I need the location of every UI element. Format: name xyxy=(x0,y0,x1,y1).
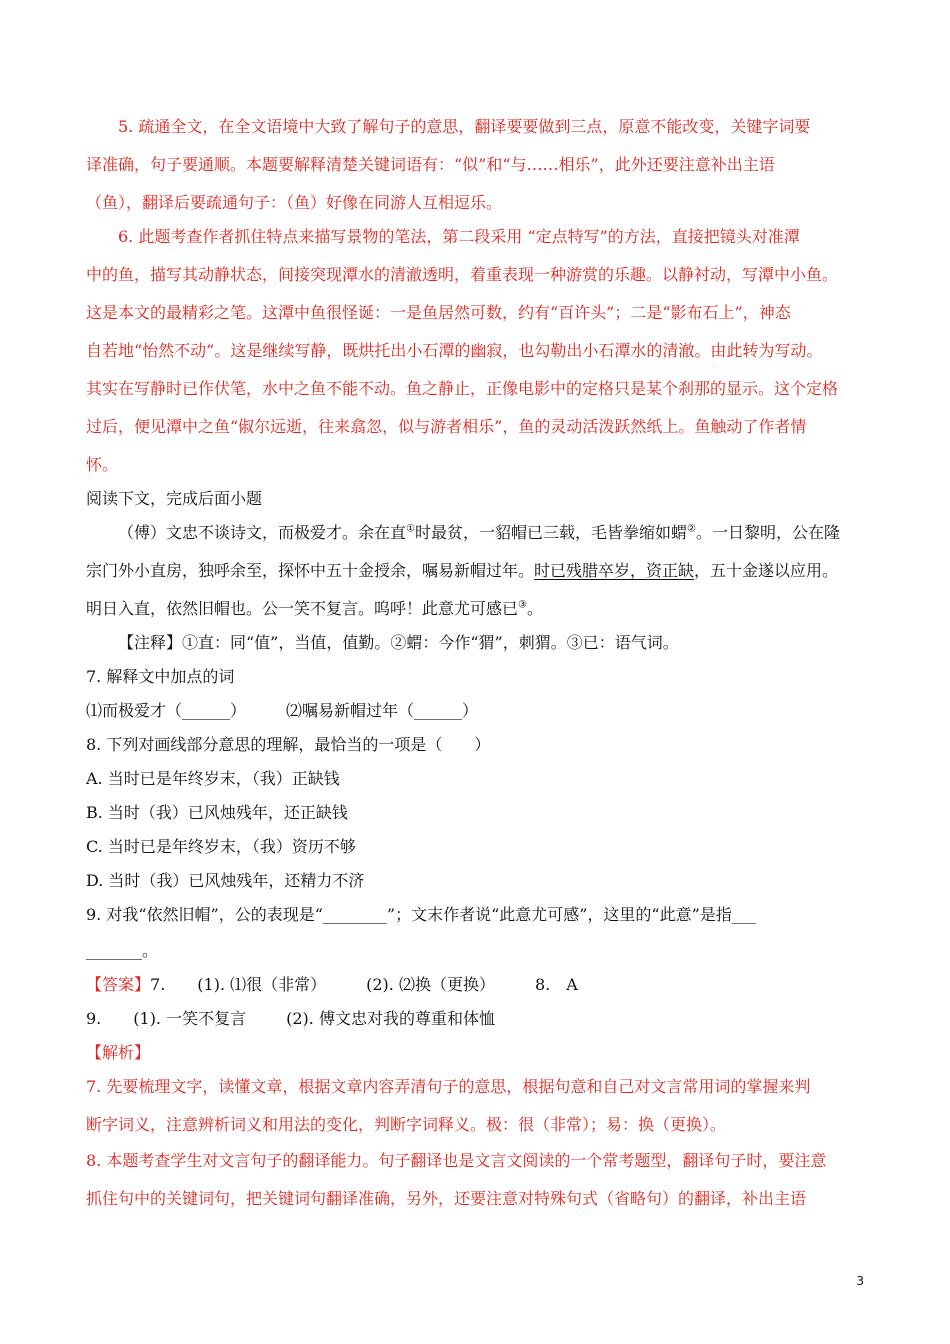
explanation-q5 xyxy=(86,108,866,222)
explanation-q6 xyxy=(86,218,866,484)
answer-text: 7. (1). ⑴很（非常） xyxy=(150,975,327,994)
explanation-q5-line: （鱼），翻译后要疏通句子：（鱼）好像在同游人互相逗乐。 xyxy=(86,193,503,212)
question-9-line: _______。 xyxy=(86,941,159,960)
passage-text: 。一日黎明，公在隆 xyxy=(695,523,840,542)
passage-line-2 xyxy=(86,552,866,590)
passage-text: 。 xyxy=(526,599,543,618)
analysis-line: 8. 本题考查学生对文言句子的翻译能力。句子翻译也是文言文阅读的一个常考题型，翻译句子时，要注意 xyxy=(86,1151,827,1170)
passage-text: （傅）文忠不谈诗文，而极爱才。余在直 xyxy=(118,523,407,542)
explanation-q6-line: 6. 此题考查作者抓住特点来描写景物的笔法，第二段采用 “定点特写”的方法，直接把镜头对准潭 xyxy=(118,227,800,246)
question-7-item-a: ⑴而极爱才（______） xyxy=(86,701,247,720)
analysis-q8 xyxy=(86,1142,866,1218)
answer-text: (2). ⑵换（更换） xyxy=(366,975,495,994)
explanation-q6-line: 过后，便见潭中之鱼“俶尔远逝，往来翕忽，似与游者相乐”，鱼的灵动活泼跃然纸上。鱼触动了作者情 xyxy=(86,417,807,436)
passage-line-1 xyxy=(86,514,866,552)
footnote-marker: ① xyxy=(406,523,415,535)
passage-text: 宗门外小直房，独呼余至，探怀中五十金授余，嘱易新帽过年。 xyxy=(86,561,535,580)
question-7-item-b: ⑵嘱易新帽过年（______） xyxy=(286,701,479,720)
analysis-label: 【解析】 xyxy=(86,1043,151,1062)
answer-text: 8. A xyxy=(534,975,578,994)
question-8-option: D. 当时（我）已风烛残年，还精力不济 xyxy=(86,871,365,890)
analysis-line: 7. 先要梳理文字，读懂文章，根据文章内容弄清句子的意思，根据句意和自己对文言常用词的掌握来判 xyxy=(86,1077,811,1096)
explanation-q6-line: 怀。 xyxy=(86,455,119,474)
question-8-option: B. 当时（我）已风烛残年，还正缺钱 xyxy=(86,803,348,822)
explanation-q5-line: 译准确，句子要通顺。本题要解释清楚关键词语有：“似”和“与……相乐”，此外还要注意补出主语 xyxy=(86,155,775,174)
explanation-q6-line: 中的鱼，描写其动静状态，间接突现潭水的清澈透明，着重表现一种游赏的乐趣。以静衬动，写潭中小鱼。 xyxy=(86,265,839,284)
answer-text: 9. (1). 一笑不复言 xyxy=(86,1009,247,1028)
reading-passage xyxy=(86,514,866,628)
question-8-option: A. 当时已是年终岁末，（我）正缺钱 xyxy=(86,769,340,788)
passage-text: 时最贫，一貂帽已三载，毛皆拳缩如蝟 xyxy=(414,523,687,542)
question-8-option: C. 当时已是年终岁末，（我）资历不够 xyxy=(86,837,356,856)
analysis-line: 断字词义，注意辨析词义和用法的变化，判断字词释义。极：很（非常）；易：换（更换）。 xyxy=(86,1115,727,1134)
explanation-q5-line: 5. 疏通全文，在全文语境中大致了解句子的意思，翻译要要做到三点，原意不能改变，关键字词要 xyxy=(118,117,811,136)
answer-text: (2). 傅文忠对我的尊重和体恤 xyxy=(286,1009,495,1028)
page-number: 3 xyxy=(856,1274,864,1288)
analysis-q7 xyxy=(86,1068,866,1144)
explanation-q6-line: 其实在写静时已作伏笔，水中之鱼不能不动。鱼之静止，正像电影中的定格只是某个刹那的显示。这个定格 xyxy=(86,379,839,398)
reading-instruction: 阅读下文，完成后面小题 xyxy=(86,489,263,508)
passage-text: 明日入直，依然旧帽也。公一笑不复言。呜呼！此意尤可感已 xyxy=(86,599,519,618)
question-9-line: 9. 对我“依然旧帽”，公的表现是“________”；文末作者说“此意尤可感”，这里的“此意”是指___ xyxy=(86,905,756,924)
footnote-marker: ② xyxy=(687,523,696,535)
answer-label: 【答案】 xyxy=(86,975,151,994)
question-8-title: 8. 下列对画线部分意思的理解，最恰当的一项是（ ） xyxy=(86,735,491,754)
analysis-line: 抓住句中的关键词句，把关键词句翻译准确，另外，还要注意对特殊句式（省略句）的翻译，补出主语 xyxy=(86,1189,807,1208)
question-7-items xyxy=(86,692,866,730)
explanation-q6-line: 这是本文的最精彩之笔。这潭中鱼很怪诞：一是鱼居然可数，约有“百许头”；二是“影布石上”，神态 xyxy=(86,303,791,322)
footnote-marker: ③ xyxy=(518,599,527,611)
underlined-sentence: 时已残腊卒岁，资正缺 xyxy=(534,561,695,580)
answer-line-1 xyxy=(86,966,866,1004)
passage-line-3 xyxy=(86,590,866,628)
passage-text: ，五十金遂以应用。 xyxy=(694,561,839,580)
annotation-note: 【注释】①直：同“值”，当值，值勤。②蝟：今作“猬”，刺猬。③已：语气词。 xyxy=(118,633,679,652)
explanation-q6-line: 自若地“怡然不动”。这是继续写静，既烘托出小石潭的幽寂，也勾勒出小石潭水的清澈。由此转为写动。 xyxy=(86,341,823,360)
answer-line-2 xyxy=(86,1000,866,1038)
question-7-title: 7. 解释文中加点的词 xyxy=(86,667,235,686)
